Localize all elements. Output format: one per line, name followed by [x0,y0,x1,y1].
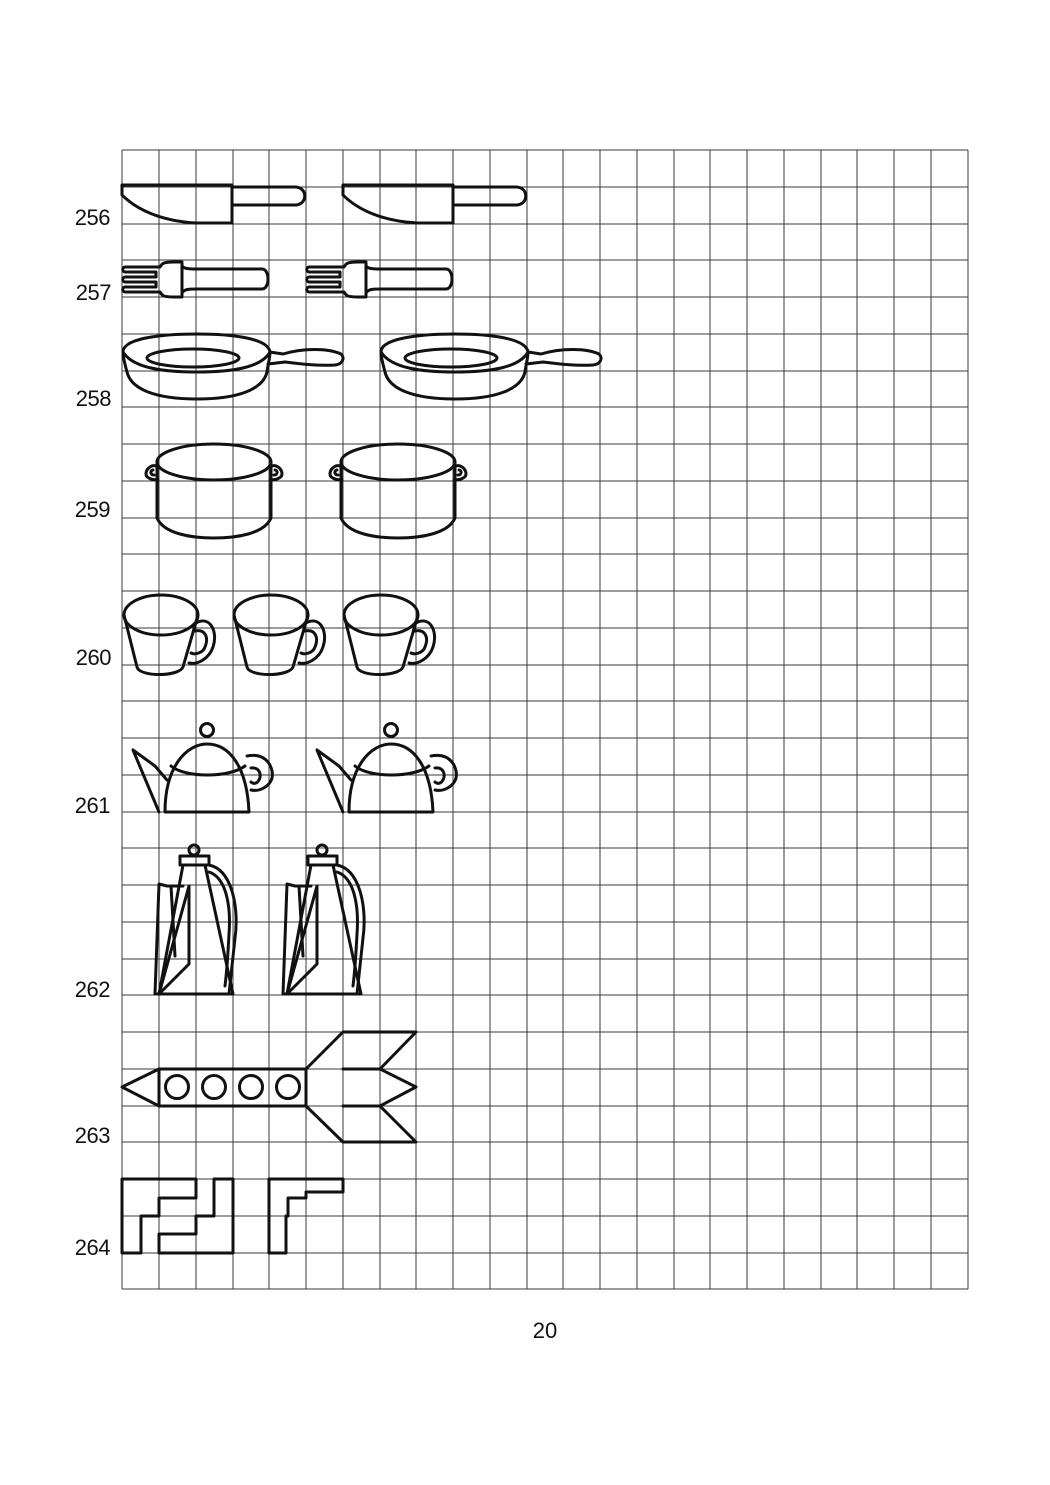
exercise-number: 261 [74,793,110,818]
coffee-pot-icon [283,845,364,994]
cup-icon [344,595,435,675]
exercise-number: 256 [74,205,110,230]
exercise-number: 258 [75,386,111,411]
knife-icon [343,185,526,223]
frying-pan-icon [381,334,601,399]
page-number: 20 [532,1318,558,1343]
exercise-number: 263 [74,1123,110,1148]
cup-icon [124,595,215,675]
cooking-pot-icon [330,444,466,538]
knife-icon [122,185,305,223]
kettle-icon [317,724,456,813]
exercise-number: 259 [74,497,110,522]
exercise-number: 260 [75,645,111,670]
exercise-number: 264 [74,1235,110,1260]
grid [122,150,968,1289]
cup-icon [234,595,325,675]
cooking-pot-icon [146,444,282,538]
exercise-number: 257 [75,280,111,305]
exercise-number: 262 [74,977,110,1002]
fork-icon [123,262,268,297]
fork-icon [307,262,452,297]
kettle-icon [133,724,272,813]
